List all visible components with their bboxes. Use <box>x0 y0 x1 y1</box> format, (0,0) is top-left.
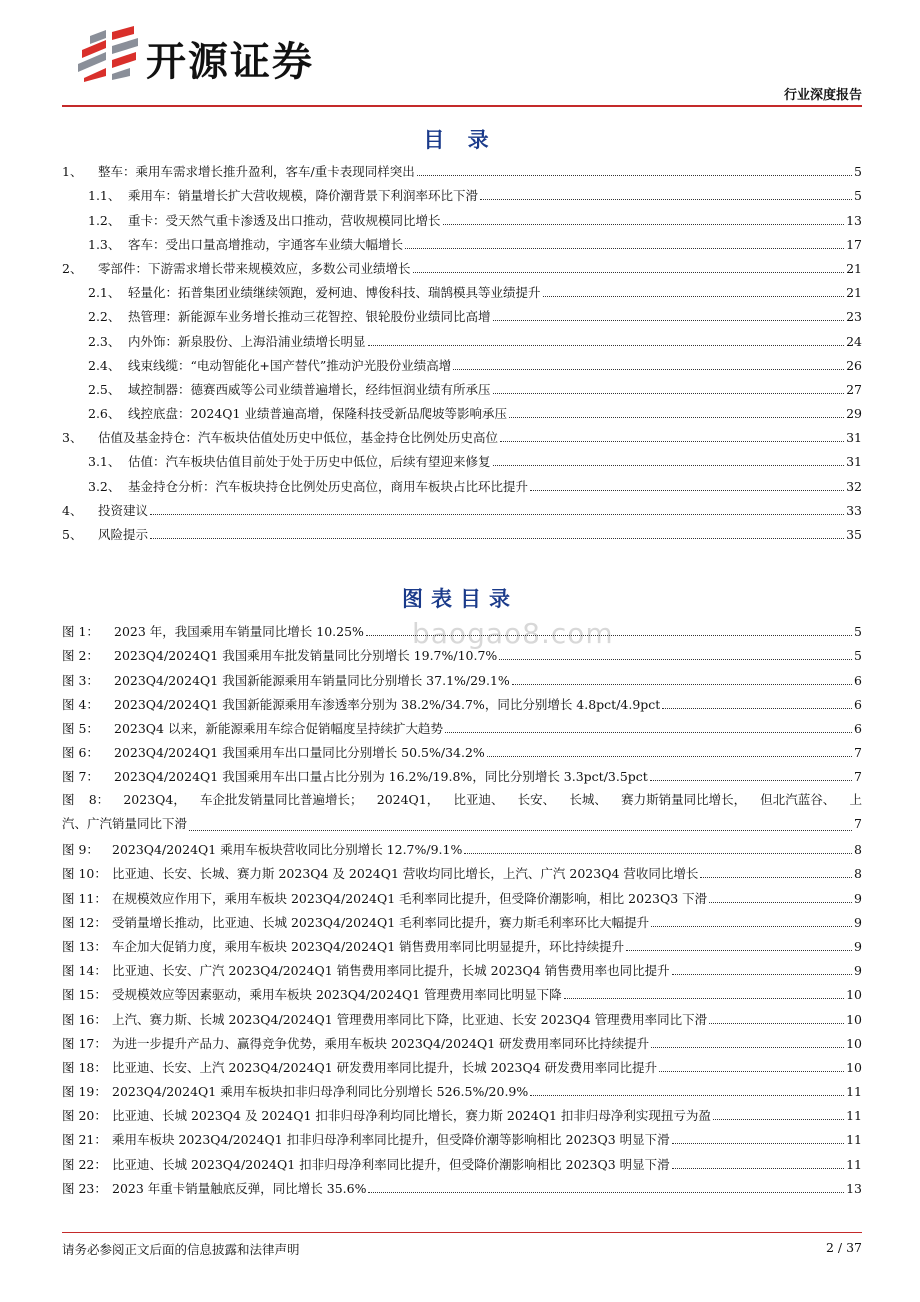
figure-8-segment: 长安、 <box>517 792 556 807</box>
entry-page-number: 27 <box>846 381 862 397</box>
figure-8-entry[interactable] <box>62 788 862 836</box>
logo-mark-icon <box>76 26 140 82</box>
entry-page-number: 33 <box>846 502 862 518</box>
leader-dots <box>150 514 844 515</box>
figure-8-segment: 上 <box>849 792 862 807</box>
entry-title: 零部件：下游需求增长带来规模效应，多数公司业绩增长 <box>98 260 411 276</box>
entry-title: 2023Q4/2024Q1 乘用车板块扣非归母净利同比分别增长 526.5%/20.9% <box>112 1084 529 1100</box>
entry-number: 3、 <box>62 430 83 446</box>
entry-number: 图 15： <box>62 987 107 1003</box>
figure-8-line-2 <box>62 812 862 836</box>
toc-entry[interactable] <box>62 496 862 520</box>
entry-page-number: 26 <box>846 357 862 373</box>
leader-dots <box>709 1023 844 1024</box>
figure-entry[interactable] <box>62 665 862 689</box>
toc-entry[interactable] <box>62 447 862 471</box>
entry-page-number: 9 <box>854 963 862 979</box>
toc-entry[interactable] <box>62 326 862 350</box>
report-type-label: 行业深度报告 <box>783 88 862 103</box>
entry-number: 图 16： <box>62 1011 107 1027</box>
leader-dots <box>150 538 844 539</box>
toc-entry[interactable] <box>62 399 862 423</box>
entry-number: 图 21： <box>62 1132 107 1148</box>
leader-dots <box>453 369 844 370</box>
entry-title: 受规模效应等因素驱动，乘用车板块 2023Q4/2024Q1 管理费用率同比明显下降 <box>112 987 562 1003</box>
leader-dots <box>405 248 844 249</box>
figure-list-continued <box>62 835 862 1198</box>
entry-page-number: 10 <box>846 1059 862 1075</box>
figure-8-segment: 赛力斯销量同比增长， <box>621 792 747 807</box>
entry-page-number: 31 <box>846 430 862 446</box>
toc-entry[interactable] <box>62 254 862 278</box>
entry-number: 2.3、 <box>88 333 121 349</box>
entry-page-number: 9 <box>854 938 862 954</box>
leader-dots <box>713 1119 844 1120</box>
table-of-contents <box>62 157 862 544</box>
entry-title: 2023Q4/2024Q1 我国乘用车批发销量同比分别增长 19.7%/10.7% <box>114 648 498 664</box>
entry-page-number: 23 <box>846 309 862 325</box>
leader-dots <box>659 1071 844 1072</box>
entry-number: 4、 <box>62 502 83 518</box>
entry-page-number: 24 <box>846 333 862 349</box>
entry-number: 图 14： <box>62 963 107 979</box>
entry-page-number: 31 <box>846 454 862 470</box>
entry-number: 图 12： <box>62 914 107 930</box>
toc-entry[interactable] <box>62 157 862 181</box>
leader-dots <box>651 926 852 927</box>
leader-dots <box>413 272 845 273</box>
entry-number: 图 5： <box>62 720 99 736</box>
entry-page-number: 8 <box>854 842 862 858</box>
figure-entry[interactable] <box>62 883 862 907</box>
figure-entry[interactable] <box>62 1053 862 1077</box>
entry-title: 2023 年，我国乘用车销量同比增长 10.25% <box>114 624 364 640</box>
leader-dots <box>672 1143 844 1144</box>
entry-page-number: 11 <box>846 1132 862 1148</box>
toc-entry[interactable] <box>62 230 862 254</box>
leader-dots <box>464 853 852 854</box>
entry-number: 图 23： <box>62 1180 107 1196</box>
leader-dots <box>493 320 845 321</box>
figure-entry[interactable] <box>62 1077 862 1101</box>
entry-page-number: 10 <box>846 1011 862 1027</box>
entry-number: 图 17： <box>62 1035 107 1051</box>
entry-title: 比亚迪、长安、上汽 2023Q4/2024Q1 研发费用率同比提升，长城 2023Q4 研发费用率同比提升 <box>112 1059 658 1075</box>
leader-dots <box>672 1168 844 1169</box>
leader-dots <box>189 830 852 831</box>
entry-page-number: 11 <box>846 1084 862 1100</box>
figure-8-segment: 图 <box>62 792 75 807</box>
entry-page-number: 29 <box>846 406 862 422</box>
figure-8-segment: 但北汽蓝谷、 <box>760 792 836 807</box>
entry-page-number: 9 <box>854 890 862 906</box>
entry-page-number: 6 <box>854 672 862 688</box>
entry-number: 2.6、 <box>88 406 121 422</box>
figure-entry[interactable] <box>62 956 862 980</box>
entry-page-number: 7 <box>854 745 862 761</box>
entry-page-number: 32 <box>846 478 862 494</box>
figure-8-segment: 8： <box>88 792 110 807</box>
entry-title: 乘用车板块 2023Q4/2024Q1 扣非归母净利率同比提升，但受降价潮等影响相比 2023Q3 明显下滑 <box>112 1132 670 1148</box>
entry-title: 2023Q4/2024Q1 我国乘用车出口量占比分别为 16.2%/19.8%，同比分别增长 3.3pct/3.5pct <box>114 769 648 785</box>
leader-dots <box>709 902 852 903</box>
leader-dots <box>500 441 844 442</box>
entry-number: 1.3、 <box>88 236 121 252</box>
entry-title: 域控制器：德赛西威等公司业绩普遍增长，经纬恒润业绩有所承压 <box>128 381 491 397</box>
figure-entry[interactable] <box>62 762 862 786</box>
figure-8-line-1 <box>62 788 862 812</box>
toc-entry[interactable] <box>62 205 862 229</box>
toc-entry[interactable] <box>62 375 862 399</box>
entry-page-number: 21 <box>846 260 862 276</box>
entry-number: 2.5、 <box>88 381 121 397</box>
company-logo <box>76 26 366 85</box>
entry-number: 5、 <box>62 527 83 542</box>
leader-dots <box>651 1047 844 1048</box>
toc-entry[interactable] <box>62 181 862 205</box>
figure-8-segment: 比亚迪、 <box>453 792 504 807</box>
entry-title: 估值及基金持仓：汽车板块估值处历史中低位，基金持仓比例处历史高位 <box>98 430 499 446</box>
figure-entry[interactable] <box>62 1101 862 1125</box>
toc-entry[interactable] <box>62 423 862 447</box>
entry-page-number: 10 <box>846 987 862 1003</box>
toc-entry[interactable] <box>62 302 862 326</box>
figure-8-segment: 2023Q4， <box>123 792 186 807</box>
entry-title: 2023Q4 以来，新能源乘用车综合促销幅度呈持续扩大趋势 <box>114 720 443 736</box>
toc-entry[interactable] <box>62 520 862 544</box>
figure-8-segment: 2024Q1， <box>376 792 440 807</box>
entry-title: 整车：乘用车需求增长推升盈利，客车/重卡表现同样突出 <box>98 164 415 180</box>
entry-title: 为进一步提升产品力、赢得竞争优势，乘用车板块 2023Q4/2024Q1 研发费用率同环比持续提升 <box>112 1035 650 1051</box>
figure-entry[interactable] <box>62 1029 862 1053</box>
figure-entry[interactable] <box>62 1125 862 1149</box>
entry-number: 2.1、 <box>88 285 121 301</box>
entry-page-number: 35 <box>846 527 862 542</box>
leader-dots <box>368 1192 844 1193</box>
figure-entry[interactable] <box>62 932 862 956</box>
entry-title: 线控底盘：2024Q1 业绩普遍高增，保隆科技受新品爬坡等影响承压 <box>128 406 507 422</box>
entry-page-number: 8 <box>854 866 862 882</box>
entry-page-number: 21 <box>846 285 862 301</box>
entry-title: 在规模效应作用下，乘用车板块 2023Q4/2024Q1 毛利率同比提升，但受降价潮影响，相比 2023Q3 下滑 <box>112 890 708 906</box>
entry-number: 1.2、 <box>88 212 121 228</box>
leader-dots <box>650 780 852 781</box>
figure-entry[interactable] <box>62 617 862 641</box>
leader-dots <box>443 224 845 225</box>
leader-dots <box>564 998 844 999</box>
leader-dots <box>530 490 844 491</box>
leader-dots <box>493 465 845 466</box>
leader-dots <box>543 296 845 297</box>
figures-title: 图表目录 <box>402 587 518 611</box>
entry-page-number: 13 <box>846 212 862 228</box>
figure-entry[interactable] <box>62 908 862 932</box>
entry-title: 投资建议 <box>98 502 149 518</box>
entry-number: 3.1、 <box>88 454 121 470</box>
leader-dots <box>493 393 845 394</box>
figure-entry[interactable] <box>62 1149 862 1173</box>
entry-title: 比亚迪、长安、广汽 2023Q4/2024Q1 销售费用率同比提升，长城 2023Q4 销售费用率也同比提升 <box>112 963 670 979</box>
leader-dots <box>512 684 852 685</box>
entry-number: 2.2、 <box>88 309 121 325</box>
entry-number: 图 13： <box>62 938 107 954</box>
entry-number: 2.4、 <box>88 357 121 373</box>
leader-dots <box>417 175 852 176</box>
entry-title: 比亚迪、长安、长城、赛力斯 2023Q4 及 2024Q1 营收均同比增长，上汽、广汽 2023Q4 营收同比增长 <box>112 866 699 882</box>
entry-number: 3.2、 <box>88 478 121 494</box>
entry-page-number: 5 <box>854 624 862 640</box>
entry-title: 2023Q4/2024Q1 乘用车板块营收同比分别增长 12.7%/9.1% <box>112 842 463 858</box>
leader-dots <box>530 1095 844 1096</box>
entry-number: 图 3： <box>62 672 99 688</box>
entry-title: 2023Q4/2024Q1 我国新能源乘用车销量同比分别增长 37.1%/29.1% <box>114 672 510 688</box>
entry-number: 图 22： <box>62 1156 107 1172</box>
entry-title: 上汽、赛力斯、长城 2023Q4/2024Q1 管理费用率同比下降，比亚迪、长安 2023Q4 管理费用率同比下滑 <box>112 1011 708 1027</box>
watermark: baogao8.com <box>412 617 614 650</box>
entry-number: 图 6： <box>62 745 99 761</box>
leader-dots <box>700 877 852 878</box>
footer-disclaimer: 请务必参阅正文后面的信息披露和法律声明 <box>62 1242 300 1257</box>
entry-title: 受销量增长推动，比亚迪、长城 2023Q4/2024Q1 毛利率同比提升，赛力斯毛利率环比大幅提升 <box>112 914 650 930</box>
figure-entry[interactable] <box>62 738 862 762</box>
entry-number: 图 20： <box>62 1108 107 1124</box>
entry-title: 客车：受出口量高增推动，宇通客车业绩大幅增长 <box>128 236 404 252</box>
entry-number: 图 9： <box>62 842 99 858</box>
entry-number: 图 19： <box>62 1084 107 1100</box>
entry-page-number: 17 <box>846 236 862 252</box>
entry-number: 1.1、 <box>88 188 121 204</box>
entry-number: 图 18： <box>62 1059 107 1075</box>
entry-page-number: 5 <box>854 188 862 204</box>
entry-page-number: 11 <box>846 1156 862 1172</box>
entry-page-number: 11 <box>846 1108 862 1124</box>
leader-dots <box>662 708 852 709</box>
figure-entry[interactable] <box>62 690 862 714</box>
toc-entry[interactable] <box>62 471 862 495</box>
entry-page-number: 6 <box>854 696 862 712</box>
entry-number: 图 11： <box>62 890 107 906</box>
toc-entry[interactable] <box>62 278 862 302</box>
figure-8-page: 7 <box>854 816 862 832</box>
entry-number: 图 4： <box>62 696 99 712</box>
figure-entry[interactable] <box>62 1004 862 1028</box>
leader-dots <box>480 199 852 200</box>
entry-number: 图 1： <box>62 624 99 640</box>
entry-title: 乘用车：销量增长扩大营收规模，降价潮背景下利润率环比下滑 <box>128 188 479 204</box>
entry-title: 风险提示 <box>98 527 149 542</box>
entry-page-number: 6 <box>854 720 862 736</box>
toc-title: 目 录 <box>423 128 497 152</box>
entry-title: 线束线缆：“电动智能化+国产替代”推动沪光股份业绩高增 <box>128 357 452 373</box>
leader-dots <box>499 659 852 660</box>
entry-page-number: 9 <box>854 914 862 930</box>
leader-dots <box>366 635 852 636</box>
entry-title: 轻量化：拓普集团业绩继续领跑，爱柯迪、博俊科技、瑞鹄模具等业绩提升 <box>128 285 541 301</box>
figure-8-segment: 长城、 <box>569 792 607 807</box>
figure-entry[interactable] <box>62 980 862 1004</box>
figure-8-segment: 车企批发销量同比普遍增长； <box>200 792 363 807</box>
entry-title: 比亚迪、长城 2023Q4/2024Q1 扣非归母净利率同比提升，但受降价潮影响相比 2023Q3 明显下滑 <box>112 1156 670 1172</box>
header-divider <box>62 105 862 107</box>
entry-title: 估值：汽车板块估值目前处于处于历史中低位，后续有望迎来修复 <box>128 454 491 470</box>
toc-entry[interactable] <box>62 351 862 375</box>
entry-page-number: 5 <box>854 164 862 180</box>
figure-entry[interactable] <box>62 714 862 738</box>
figure-entry[interactable] <box>62 835 862 859</box>
entry-number: 图 2： <box>62 648 99 664</box>
entry-title: 2023Q4/2024Q1 我国乘用车出口量同比分别增长 50.5%/34.2% <box>114 745 485 761</box>
entry-page-number: 13 <box>846 1180 862 1196</box>
entry-title: 重卡：受天然气重卡渗透及出口推动，营收规模同比增长 <box>128 212 441 228</box>
page-indicator: 2 / 37 <box>825 1240 862 1255</box>
entry-title: 车企加大促销力度，乘用车板块 2023Q4/2024Q1 销售费用率同比明显提升，环比持续提升 <box>112 938 625 954</box>
leader-dots <box>509 417 844 418</box>
figure-entry[interactable] <box>62 1174 862 1198</box>
footer-divider <box>62 1232 862 1233</box>
leader-dots <box>368 345 845 346</box>
entry-title: 2023Q4/2024Q1 我国新能源乘用车渗透率分别为 38.2%/34.7%，同比分别增长 4.8pct/4.9pct <box>114 696 661 712</box>
entry-title: 基金持仓分析：汽车板块持仓比例处历史高位，商用车板块占比环比提升 <box>128 478 529 494</box>
entry-title: 比亚迪、长城 2023Q4 及 2024Q1 扣非归母净利均同比增长，赛力斯 2024Q1 扣非归母净利实现扭亏为盈 <box>112 1108 711 1124</box>
figure-entry[interactable] <box>62 859 862 883</box>
entry-title: 热管理：新能源车业务增长推动三花智控、银轮股份业绩同比高增 <box>128 309 491 325</box>
entry-title: 内外饰：新泉股份、上海沿浦业绩增长明显 <box>128 333 366 349</box>
entry-number: 1、 <box>62 164 83 180</box>
entry-number: 图 10： <box>62 866 107 882</box>
entry-title: 2023 年重卡销量触底反弹，同比增长 35.6% <box>112 1180 367 1196</box>
leader-dots <box>445 732 852 733</box>
leader-dots <box>487 756 852 757</box>
entry-page-number: 10 <box>846 1035 862 1051</box>
figure-8-continuation: 汽、广汽销量同比下滑 <box>62 816 188 832</box>
entry-number: 图 7： <box>62 769 99 785</box>
figure-entry[interactable] <box>62 641 862 665</box>
leader-dots <box>626 950 852 951</box>
entry-page-number: 5 <box>854 648 862 664</box>
page-header <box>62 24 862 108</box>
figure-list <box>62 617 862 786</box>
entry-number: 2、 <box>62 260 83 276</box>
entry-page-number: 7 <box>854 769 862 785</box>
leader-dots <box>672 974 852 975</box>
logo-text: 开源证券 <box>146 39 314 85</box>
